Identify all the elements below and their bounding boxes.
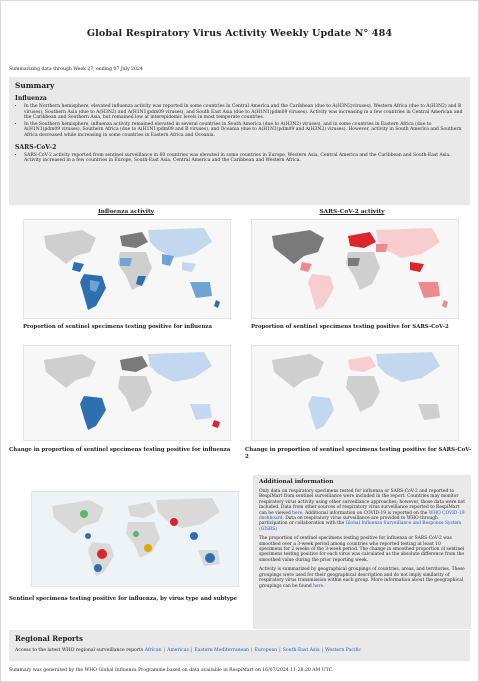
info-p1-text-b: . Additional information on COVID-19 is reported on the (302, 510, 429, 516)
new-zealand-shape (214, 300, 220, 308)
africa-shape (126, 522, 160, 558)
south-east-asia-shape (410, 262, 424, 272)
regional-link-eastern-mediterranean[interactable]: Eastern Mediterranean (194, 648, 249, 653)
link-separator: | (321, 648, 324, 653)
pie-marker (133, 531, 139, 537)
sarscov2-bullet: • SARS-CoV-2 activity reported from sentinel surveillance in 60 countries was elevated in some countries in Europe, Western Asia, Central America and the Caribbean and South-East Asia. Activity increased in a few countries in Europe, South-East Asia, Central America and the Caribbean and Western Africa. (24, 153, 464, 164)
respimart-here-link[interactable]: here (292, 510, 303, 516)
influenza-bullet-south: • In the Southern hemisphere, influenza activity remained elevated in several countries in South America (due to A(H3N2) viruses), and in some countries in Eastern Africa (due to A(H1N1)pdm09 viruses), Southern Africa (due to A(H1N1)pdm09 and B viruses), and Oceania (due to A(H1N1)pdm09 and A(H3N2) viruses). However, activity in South America and Southern Africa decreased while increasing in some countries in Eastern Africa and Oceania. (24, 122, 464, 139)
europe-shape (120, 356, 148, 372)
asia-shape (376, 352, 440, 382)
australia-shape (190, 404, 212, 420)
world-map-sarscov2-change (252, 346, 458, 440)
additional-information-heading: Additional information (259, 479, 334, 485)
sarscov2-change-caption: Change in proportion of sentinel specimens testing positive for SARS-CoV-2 (245, 447, 472, 460)
regional-reports-panel (9, 630, 470, 661)
south-america-shape (80, 396, 106, 430)
influenza-proportion-caption: Proportion of sentinel specimens testing positive for influenza (23, 324, 212, 330)
link-separator: | (190, 648, 193, 653)
new-zealand-shape (212, 420, 220, 428)
generation-footer: Summary was generated by the WHO Global Influenza Programme based on data available in RespiMart on 16/07/2024 11:28:20 AM UTC. (9, 668, 334, 673)
link-separator: | (250, 648, 253, 653)
australia-shape (190, 282, 212, 298)
regional-link-western-pacific[interactable]: Western Pacific (325, 648, 362, 653)
south-east-asia-shape (182, 262, 196, 272)
influenza-bullets (15, 104, 464, 139)
western-africa-shape (348, 258, 360, 266)
regional-intro-text: Access to the latest WHO regional surveillance reports (15, 648, 145, 653)
regional-link-african[interactable]: African (144, 648, 162, 653)
western-africa-shape (120, 258, 132, 266)
africa-shape (346, 376, 380, 412)
north-america-shape (44, 354, 96, 388)
south-america-shape (80, 274, 106, 310)
pie-marker (97, 549, 107, 559)
south-america-shape (308, 274, 334, 310)
regional-link-south-east-asia[interactable]: South-East Asia (282, 648, 320, 653)
info-paragraph-3 (259, 567, 465, 589)
influenza-proportion-map (23, 219, 231, 319)
pie-marker (144, 544, 152, 552)
asia-shape (376, 228, 440, 258)
info-paragraph-1 (259, 489, 465, 532)
influenza-heading: Influenza (15, 95, 47, 102)
page-title: Global Respiratory Virus Activity Weekly Update N° 484 (86, 28, 393, 39)
info-p1-text-c: . Data on respiratory virus surveillance are provided to WHO through participation or collaboration with the (259, 516, 438, 527)
central-america-shape (72, 262, 84, 272)
influenza-change-caption: Change in proportion of sentinel specimens testing positive for influenza (9, 447, 231, 453)
north-america-shape (272, 354, 324, 388)
sarscov2-bullets (15, 153, 464, 164)
south-asia-shape (162, 254, 174, 266)
regional-reports-line (15, 648, 464, 653)
world-map-influenza-change (24, 346, 230, 440)
geographical-groupings-link[interactable]: here (313, 583, 324, 589)
south-america-shape (308, 396, 334, 430)
pie-marker (80, 510, 88, 518)
world-map-sarscov2-proportion (252, 220, 458, 318)
asia-shape (148, 228, 212, 258)
summary-panel (9, 77, 470, 205)
north-america-shape (272, 230, 324, 264)
info-paragraph-2: The proportion of sentinel specimens testing positive for influenza or SARS-CoV-2 was smoothed over a 3-week period among countries who reported testing at least 10 specimens for 2 weeks of the 3-week period. The change in smoothed proportion of sentinel specimens testing positive for each virus was calculated as the absolute difference from the smoothed value during the prior reporting week. (259, 536, 465, 563)
pie-marker (85, 533, 91, 539)
regional-reports-heading: Regional Reports (15, 634, 83, 643)
world-map-influenza-proportion (24, 220, 230, 318)
central-america-shape (300, 262, 312, 272)
influenza-change-map (23, 345, 231, 441)
world-map-influenza-subtype (32, 492, 238, 586)
western-asia-shape (376, 244, 388, 252)
australia-shape (418, 404, 440, 420)
pie-marker (94, 564, 102, 572)
africa-shape (346, 252, 380, 290)
asia-shape (156, 498, 220, 528)
north-america-shape (44, 230, 96, 264)
influenza-bullet-north: • In the Northern hemisphere, elevated influenza activity was reported in some countries in Central America and the Caribbean (due to A(H3N2)viruses), Western Africa (due to A(H3N2) and B viruses), Southern Asia (due to A(H3N2) and A(H1N1)pdm09 viruses), and South East Asia (due to A(H1N1)pdm09 viruses). Activity was increasing in a few countries in Central American and the Caribbean and Southern Asia, but remained low at interepidemic levels in most temperate countries. (24, 104, 464, 121)
influenza-subtype-map (31, 491, 239, 587)
summary-heading: Summary (15, 81, 55, 90)
europe-shape (348, 232, 376, 248)
info-p3-text-b: . (323, 583, 325, 589)
info-p1-text-a: Only data on respiratory specimens tested for influenza or SARS-CoV-2 and reported to RespiMart from sentinel surveillance were included in the report. Countries may monitor respiratory virus activity using other surveillance approaches; however, those data were not included. Data from other sources of respiratory virus surveillance reported to RespiMart can be viewed (259, 489, 466, 516)
new-zealand-shape (442, 300, 448, 308)
asia-shape (148, 352, 212, 382)
north-america-shape (52, 500, 104, 534)
influenza-activity-label: Influenza activity (97, 209, 155, 215)
link-separator: | (279, 648, 281, 653)
sarscov2-change-map (251, 345, 459, 441)
pie-marker (205, 553, 215, 563)
australia-shape (418, 282, 440, 298)
regional-link-americas[interactable]: Americas (167, 648, 189, 653)
additional-information-panel (253, 475, 471, 629)
europe-shape (128, 502, 156, 518)
data-period-subtitle: Summarizing data through Week 27, ending 07 July 2024 (9, 67, 143, 72)
sarscov2-proportion-caption: Proportion of sentinel specimens testing positive for SARS-CoV-2 (251, 324, 449, 330)
gisrs-link[interactable]: Global Influenza Surveillance and Response System (GISRS) (259, 521, 462, 532)
europe-shape (120, 232, 148, 248)
pie-marker (170, 518, 178, 526)
regional-link-european[interactable]: European (254, 648, 278, 653)
sarscov2-heading: SARS-CoV-2 (15, 143, 57, 151)
influenza-subtype-caption: Sentinel specimens testing positive for influenza, by virus type and subtype (9, 596, 238, 602)
africa-shape (118, 252, 152, 290)
covid-dashboard-link[interactable]: WHO COVID-19 dashboard (259, 510, 465, 522)
pie-marker (190, 532, 198, 540)
europe-shape (348, 356, 376, 372)
sarscov2-proportion-map (251, 219, 459, 319)
africa-shape (118, 376, 152, 412)
link-separator: | (163, 648, 166, 653)
sarscov2-activity-label: SARS-CoV-2 activity (319, 209, 385, 215)
info-p3-text-a: Activity is summarized by geographical groupings of countries, areas, and territories. These groupings were used for their geographical description and do not imply similarity of respiratory virus transmission within each group. More information about the geographical groupings can be found (259, 567, 465, 589)
south-america-shape (88, 542, 114, 576)
